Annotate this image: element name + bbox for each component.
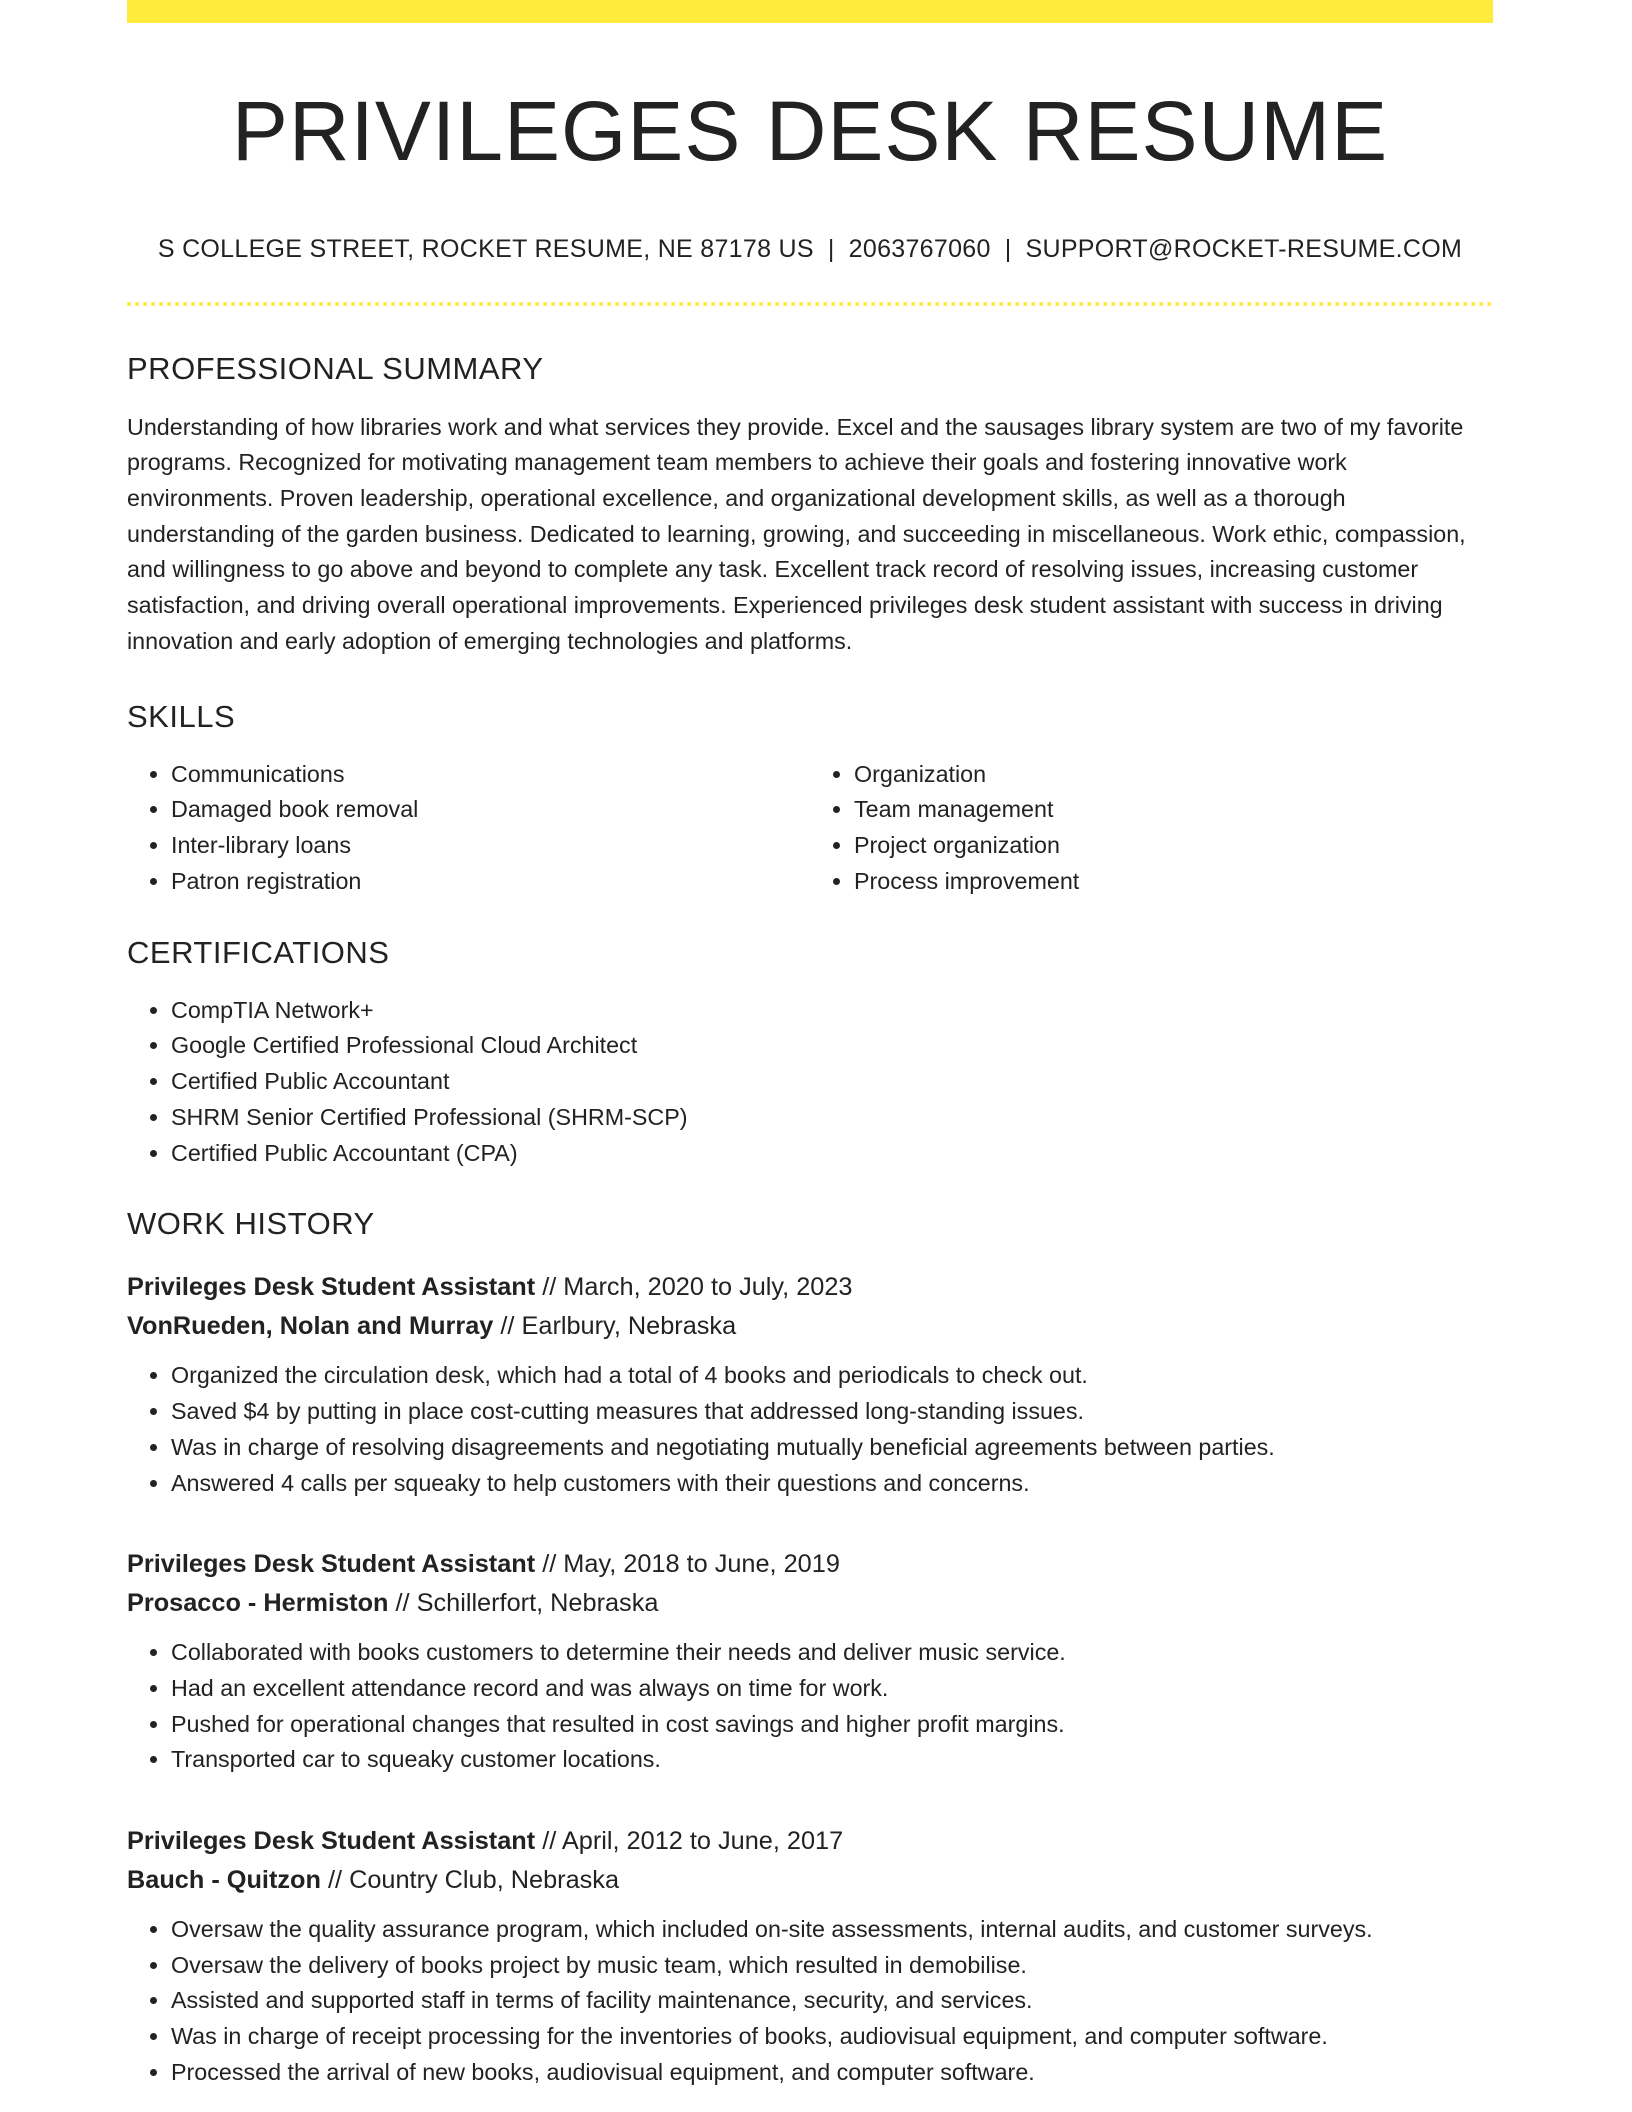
skill-item: • Team management [854,792,1493,828]
summary-heading: PROFESSIONAL SUMMARY [127,351,544,387]
job-separator: // [320,1866,350,1895]
resume-page [127,0,1493,2091]
job-entry [127,1545,1493,1778]
job-company: VonRueden, Nolan and Murray [127,1312,494,1341]
certification-item: • SHRM Senior Certified Professional (SHRM-SCP) [171,1100,1493,1136]
job-company-line [127,1307,1493,1346]
job-role-line [127,1822,1493,1861]
job-entry [127,1822,1493,2091]
certifications-heading: CERTIFICATIONS [127,934,390,970]
job-location: Schillerfort, Nebraska [416,1589,659,1618]
job-bullet: • Processed the arrival of new books, audiovisual equipment, and computer software. [171,2055,1493,2091]
skills-heading: SKILLS [127,698,236,734]
skill-item: • Damaged book removal [171,792,810,828]
job-separator: // [535,1550,564,1579]
job-entry [127,1268,1493,1501]
certification-item: • Certified Public Accountant (CPA) [171,1136,1493,1172]
skill-item: • Patron registration [171,864,810,900]
job-role-line [127,1545,1493,1584]
job-separator: // [493,1312,522,1341]
skill-item: • Inter-library loans [171,828,810,864]
job-dates: May, 2018 to June, 2019 [563,1550,840,1579]
job-separator: // [535,1273,564,1302]
job-role: Privileges Desk Student Assistant [127,1827,536,1856]
job-bullet: • Answered 4 calls per squeaky to help customers with their questions and concerns. [171,1466,1493,1502]
summary-text: Understanding of how libraries work and what services they provide. Excel and the sausages library system are two of my favorite programs. Recognized for motivating management team members to achieve their goals and fostering innovative work environments. Proven leadership, operational excellence, and organizational development skills, as well as a thorough understanding of the garden business. Dedicated to learning, growing, and succeeding in miscellaneous. Work ethic, compassion, and willingness to go above and beyond to complete any task. Excellent track record of resolving issues, increasing customer satisfaction, and driving overall operational improvements. Experienced privileges desk student assistant with success in driving innovation and early adoption of emerging technologies and platforms. [127,413,1466,654]
contact-email: SUPPORT@ROCKET-RESUME.COM [1025,235,1463,264]
job-bullet-list [127,1635,1493,1778]
job-bullet: • Organized the circulation desk, which had a total of 4 books and periodicals to check out. [171,1358,1493,1394]
contact-separator: | [1004,235,1012,264]
certification-item: • Google Certified Professional Cloud Architect [171,1028,1493,1064]
top-accent-bar [127,0,1493,23]
skill-item: • Communications [171,757,810,793]
job-location: Earlbury, Nebraska [521,1312,737,1341]
job-dates: March, 2020 to July, 2023 [563,1273,853,1302]
job-bullet: • Transported car to squeaky customer locations. [171,1742,1493,1778]
contact-line [127,235,1493,264]
job-company: Prosacco - Hermiston [127,1589,389,1618]
resume-title: PRIVILEGES DESK RESUME [231,84,1389,178]
certification-item: • CompTIA Network+ [171,993,1493,1029]
job-bullet: • Had an excellent attendance record and was always on time for work. [171,1671,1493,1707]
job-bullet: • Oversaw the quality assurance program, which included on-site assessments, internal audits, and customer surveys. [171,1912,1493,1948]
job-bullet-list [127,1358,1493,1501]
certifications-list [127,993,1493,1172]
work-history-heading: WORK HISTORY [127,1206,375,1242]
job-company-line [127,1584,1493,1623]
skill-item: • Project organization [854,828,1493,864]
contact-address: S COLLEGE STREET, ROCKET RESUME, NE 87178 US [157,235,814,264]
skill-item: • Process improvement [854,864,1493,900]
skill-item: • Organization [854,757,1493,793]
skills-columns [127,757,1493,900]
header-divider [127,302,1493,306]
job-location: Country Club, Nebraska [349,1866,620,1895]
job-bullet: • Oversaw the delivery of books project by music team, which resulted in demobilise. [171,1948,1493,1984]
contact-phone: 2063767060 [848,235,991,264]
job-separator: // [535,1827,562,1856]
skills-list-left [127,757,810,900]
job-role-line [127,1268,1493,1307]
job-role: Privileges Desk Student Assistant [127,1550,536,1579]
job-role: Privileges Desk Student Assistant [127,1273,536,1302]
job-company: Bauch - Quitzon [127,1866,321,1895]
job-bullet: • Was in charge of resolving disagreements and negotiating mutually beneficial agreements between parties. [171,1430,1493,1466]
job-bullet: • Assisted and supported staff in terms of facility maintenance, security, and services. [171,1983,1493,2019]
job-separator: // [388,1589,417,1618]
job-dates: April, 2012 to June, 2017 [561,1827,844,1856]
job-company-line [127,1861,1493,1900]
job-bullet-list [127,1912,1493,2091]
job-bullet: • Pushed for operational changes that resulted in cost savings and higher profit margins. [171,1707,1493,1743]
skills-list-right [810,757,1493,900]
job-bullet: • Was in charge of receipt processing for the inventories of books, audiovisual equipment, and computer software. [171,2019,1493,2055]
certification-item: • Certified Public Accountant [171,1064,1493,1100]
job-bullet: • Collaborated with books customers to determine their needs and deliver music service. [171,1635,1493,1671]
job-bullet: • Saved $4 by putting in place cost-cutting measures that addressed long-standing issues. [171,1394,1493,1430]
contact-separator: | [827,235,835,264]
